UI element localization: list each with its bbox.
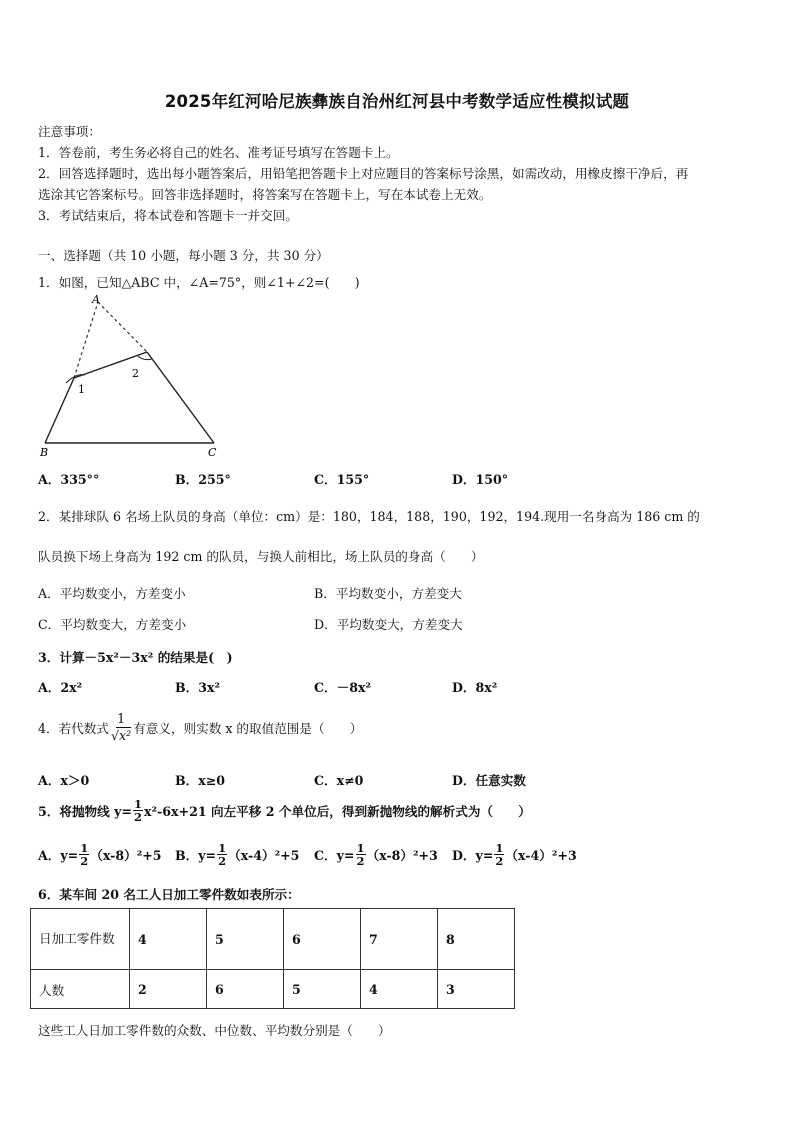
q5-half-numerator: 1 (134, 797, 143, 811)
q5-option-b-label: B．y= (175, 848, 217, 863)
q3-option-b: B．3x² (175, 680, 221, 695)
vertex-c-label: C (208, 446, 217, 458)
table-cell: 7 (361, 909, 438, 970)
q6-row2-header: 人数 (31, 970, 130, 1009)
notice-item-2-line-2: 选涂其它答案标号。回答非选择题时，将答案写在答题卡上，写在本试卷上无效。 (38, 187, 492, 202)
q5-option-a (38, 842, 162, 867)
q5-option-d-fraction (494, 842, 504, 867)
q5-suffix: x²-6x+21 向左平移 2 个单位后，得到新抛物线的解析式为（ ） (144, 804, 531, 819)
q5-option-a-denominator: 2 (80, 854, 89, 868)
q5-option-a-label: A．y= (38, 848, 79, 863)
q5-option-d (452, 842, 577, 867)
q2-option-c: C．平均数变大，方差变小 (38, 617, 187, 632)
q2-option-d: D．平均数变大，方差变大 (314, 617, 463, 632)
q6-stem: 6．某车间 20 名工人日加工零件数如表所示： (38, 887, 300, 902)
q4-stem (38, 711, 362, 744)
q6-table (30, 908, 515, 1009)
q5-stem (38, 798, 531, 823)
q3-option-a: A．2x² (38, 680, 83, 695)
table-cell: 5 (207, 909, 284, 970)
section-heading: 一、选择题（共 10 小题，每小题 3 分，共 30 分） (38, 248, 329, 263)
notice-item-2-line-1: 2．回答选择题时，选出每小题答案后，用铅笔把答题卡上对应题目的答案标号涂黑，如需改动，用橡皮擦干净后，再 (38, 166, 689, 181)
q1-option-d: D．150° (452, 472, 509, 487)
q5-option-c-fraction (356, 842, 366, 867)
table-row (31, 909, 515, 970)
q2-stem-line-1: 2．某排球队 6 名场上队员的身高（单位：cm）是：180，184，188，190，192，194.现用一名身高为 186 cm 的 (38, 509, 700, 524)
q3-stem: 3．计算－5x²－3x² 的结果是( ) (38, 650, 233, 665)
q5-option-c-rest: （x-8）²+3 (366, 848, 438, 863)
table-cell: 6 (284, 909, 361, 970)
page-title: 2025年红河哈尼族彝族自治州红河县中考数学适应性模拟试题 (164, 92, 630, 111)
triangle-figure (30, 293, 230, 458)
q4-fraction (110, 711, 132, 744)
table-cell: 2 (130, 970, 207, 1009)
q5-option-b-denominator: 2 (218, 854, 227, 868)
q5-option-b-numerator: 1 (218, 841, 227, 855)
q5-half-fraction (133, 798, 143, 823)
q5-option-a-fraction (79, 842, 89, 867)
q5-option-c-numerator: 1 (356, 841, 365, 855)
q1-option-b: B．255° (175, 472, 231, 487)
q5-option-b (175, 842, 299, 867)
q5-option-d-numerator: 1 (495, 841, 504, 855)
q4-option-d: D．任意实数 (452, 773, 526, 788)
q5-option-b-rest: （x-4）²+5 (228, 848, 300, 863)
q5-prefix: 5．将抛物线 y= (38, 804, 132, 819)
table-cell: 8 (438, 909, 515, 970)
q2-option-b: B．平均数变小，方差变大 (314, 586, 462, 601)
q6-row1-header: 日加工零件数 (31, 909, 130, 970)
q4-fraction-numerator: 1 (117, 711, 126, 726)
table-row (31, 970, 515, 1009)
notice-item-3: 3．考试结束后，将本试卷和答题卡一并交回。 (38, 208, 298, 223)
table-cell: 4 (361, 970, 438, 1009)
q5-option-d-label: D．y= (452, 848, 494, 863)
q5-option-b-fraction (217, 842, 227, 867)
q5-option-d-rest: （x-4）²+3 (505, 848, 577, 863)
q5-option-c (314, 842, 438, 867)
q4-option-c: C．x≠0 (314, 773, 364, 788)
q5-half-denominator: 2 (134, 810, 143, 824)
q5-option-c-denominator: 2 (356, 854, 365, 868)
table-cell: 3 (438, 970, 515, 1009)
q1-option-a: A．335°° (38, 472, 100, 487)
table-cell: 5 (284, 970, 361, 1009)
table-cell: 4 (130, 909, 207, 970)
table-cell: 6 (207, 970, 284, 1009)
q1-option-c: C．155° (314, 472, 370, 487)
q4-suffix: 有意义，则实数 x 的取值范围是（ ） (133, 721, 363, 736)
notice-item-1: 1．答卷前，考生务必将自己的姓名、准考证号填写在答题卡上。 (38, 145, 399, 160)
q1-stem: 1．如图，已知△ABC 中，∠A=75°，则∠1+∠2=( ) (38, 275, 360, 290)
q6-question: 这些工人日加工零件数的众数、中位数、平均数分别是（ ） (38, 1023, 391, 1038)
q4-fraction-denominator: √x² (110, 728, 132, 743)
q2-stem-line-2: 队员换下场上身高为 192 cm 的队员，与换人前相比，场上队员的身高（ ） (38, 549, 484, 564)
angle-1-label: 1 (78, 383, 85, 396)
q3-option-c: C．－8x² (314, 680, 371, 695)
notice-heading: 注意事项： (38, 124, 101, 139)
q4-radicand: x² (119, 728, 132, 743)
q4-option-a: A．x＞0 (38, 773, 90, 788)
angle-2-label: 2 (132, 367, 139, 380)
vertex-b-label: B (40, 446, 49, 458)
q5-option-d-denominator: 2 (495, 854, 504, 868)
q5-option-c-label: C．y= (314, 848, 355, 863)
q5-option-a-rest: （x-8）²+5 (90, 848, 162, 863)
vertex-a-label: A (92, 293, 100, 306)
q4-option-b: B．x≥0 (175, 773, 226, 788)
q5-option-a-numerator: 1 (80, 841, 89, 855)
q3-option-d: D．8x² (452, 680, 498, 695)
q4-prefix: 4．若代数式 (38, 721, 109, 736)
q2-option-a: A．平均数变小，方差变小 (38, 586, 186, 601)
